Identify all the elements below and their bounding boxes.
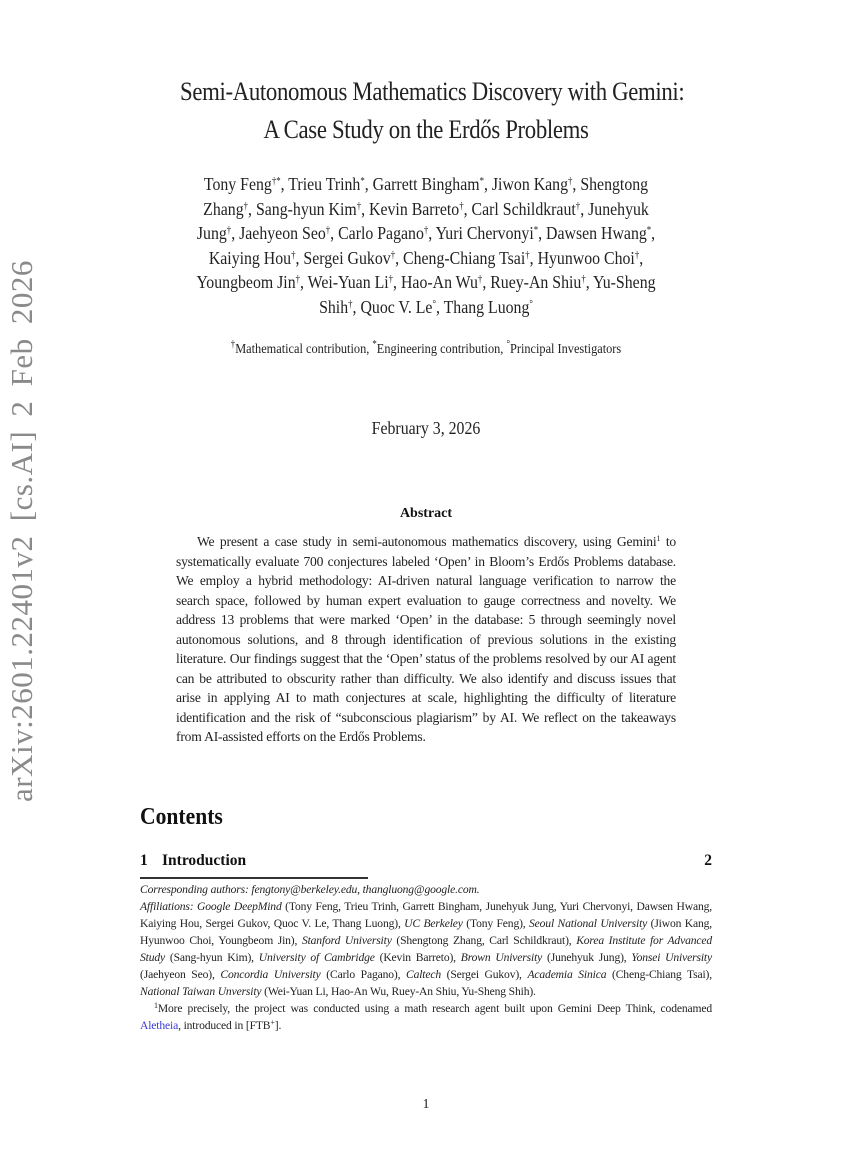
author-line-5: Youngbeom Jin†, Wei-Yuan Li†, Hao-An Wu†, Ruey-An Shiu†, Yu-Sheng [196, 272, 656, 293]
toc-entry-link[interactable]: 1 Introduction [140, 852, 247, 869]
corresponding-authors: Corresponding authors: fengtony@berkeley.edu, thangluong@google.com. [140, 883, 480, 896]
author-line-6: Shih†, Quoc V. Le°, Thang Luong° [319, 296, 533, 317]
author-list [174, 172, 677, 320]
author-line-4: Kaiying Hou†, Sergei Gukov†, Cheng-Chiang Tsai†, Hyunwoo Choi†, [208, 247, 644, 268]
publication-date: February 3, 2026 [371, 418, 481, 438]
contribution-legend: †Mathematical contribution, *Engineering contribution, °Principal Investigators [230, 339, 622, 357]
footnotes [140, 881, 712, 1034]
aletheia-link[interactable]: Aletheia [140, 1019, 179, 1032]
title-line-1: Semi-Autonomous Mathematics Discovery with Gemini: [180, 76, 685, 106]
arxiv-stamp-text: arXiv:2601.22401v2 [cs.AI] 2 Feb 2026 [4, 260, 40, 802]
affiliations: Affiliations: Google DeepMind (Tony Feng, Trieu Trinh, Garrett Bingham, Junehyuk Jung, Yuri Chervonyi, Dawsen Hwang, Kaiying Hou, Sergei Gukov, Quoc V. Le, Thang Luong), UC Berkeley (Tony Feng), Seoul National University (Jiwon Kang, Hyunwoo Choi, Youngbeom Jin), Stanford University (Shengtong Zhang, Carl Schildkraut), Korea Institute for Advanced Study (Sang-hyun Kim), University of Cambridge (Kevin Barreto), Brown University (Junehyuk Jung), Yonsei University (Jaehyeon Seo), Concordia University (Carlo Pagano), Caltech (Sergei Gukov), Academia Sinica (Cheng-Chiang Tsai), National Taiwan Unversity (Wei-Yuan Li, Hao-An Wu, Ruey-An Shiu, Yu-Sheng Shih). [140, 900, 713, 998]
abstract-body: We present a case study in semi-autonomous mathematics discovery, using Gemini$^1$ to systematically evaluate 700 conjectures labeled ‘Open’ in Bloom’s Erdős Problems database. We employ a hybrid methodology: AI-driven natural language verification to narrow the search space, followed by human expert evaluation to gauge correctness and novelty. We address 13 problems that were marked ‘Open’ in the database: 5 through seemingly novel autonomous solutions, and 8 through identification of previous solutions in the existing literature. Our findings suggest that the ‘Open’ status of the problems resolved by our AI agent can be attributed to obscurity rather than difficulty. We also identify and discuss issues that arise in applying AI to math conjectures at scale, highlighting the difficulty of literature identification and the risk of “subconscious plagiarism” by AI. We reflect on the takeaways from AI-assisted efforts on the Erdős Problems. [176, 534, 676, 744]
abstract-heading: Abstract [399, 506, 453, 521]
contents-heading: Contents [140, 804, 223, 830]
footnote-divider [140, 877, 368, 879]
author-line-2: Zhang†, Sang-hyun Kim†, Kevin Barreto†, Carl Schildkraut†, Junehyuk [203, 198, 649, 219]
footnote-1: $^1$More precisely, the project was conducted using a math research agent built upon Gemini Deep Think, codenamed Aletheia, introduced in [FTB+]. [140, 1001, 712, 1032]
toc-page-number[interactable]: 2 [704, 852, 712, 869]
toc-entry-introduction[interactable] [140, 852, 712, 870]
author-line-3: Jung†, Jaehyeon Seo†, Carlo Pagano†, Yuri Chervonyi*, Dawsen Hwang*, [196, 223, 656, 244]
author-line-1: Tony Feng†*, Trieu Trinh*, Garrett Bingham*, Jiwon Kang†, Shengtong [203, 174, 649, 194]
arxiv-identifier-stamp [2, 228, 42, 834]
title-line-2: A Case Study on the Erdős Problems [263, 114, 589, 144]
footnote-ref-1[interactable]: 1 [656, 534, 661, 543]
paper-title [180, 72, 685, 148]
page-number: 1 [422, 1097, 430, 1112]
